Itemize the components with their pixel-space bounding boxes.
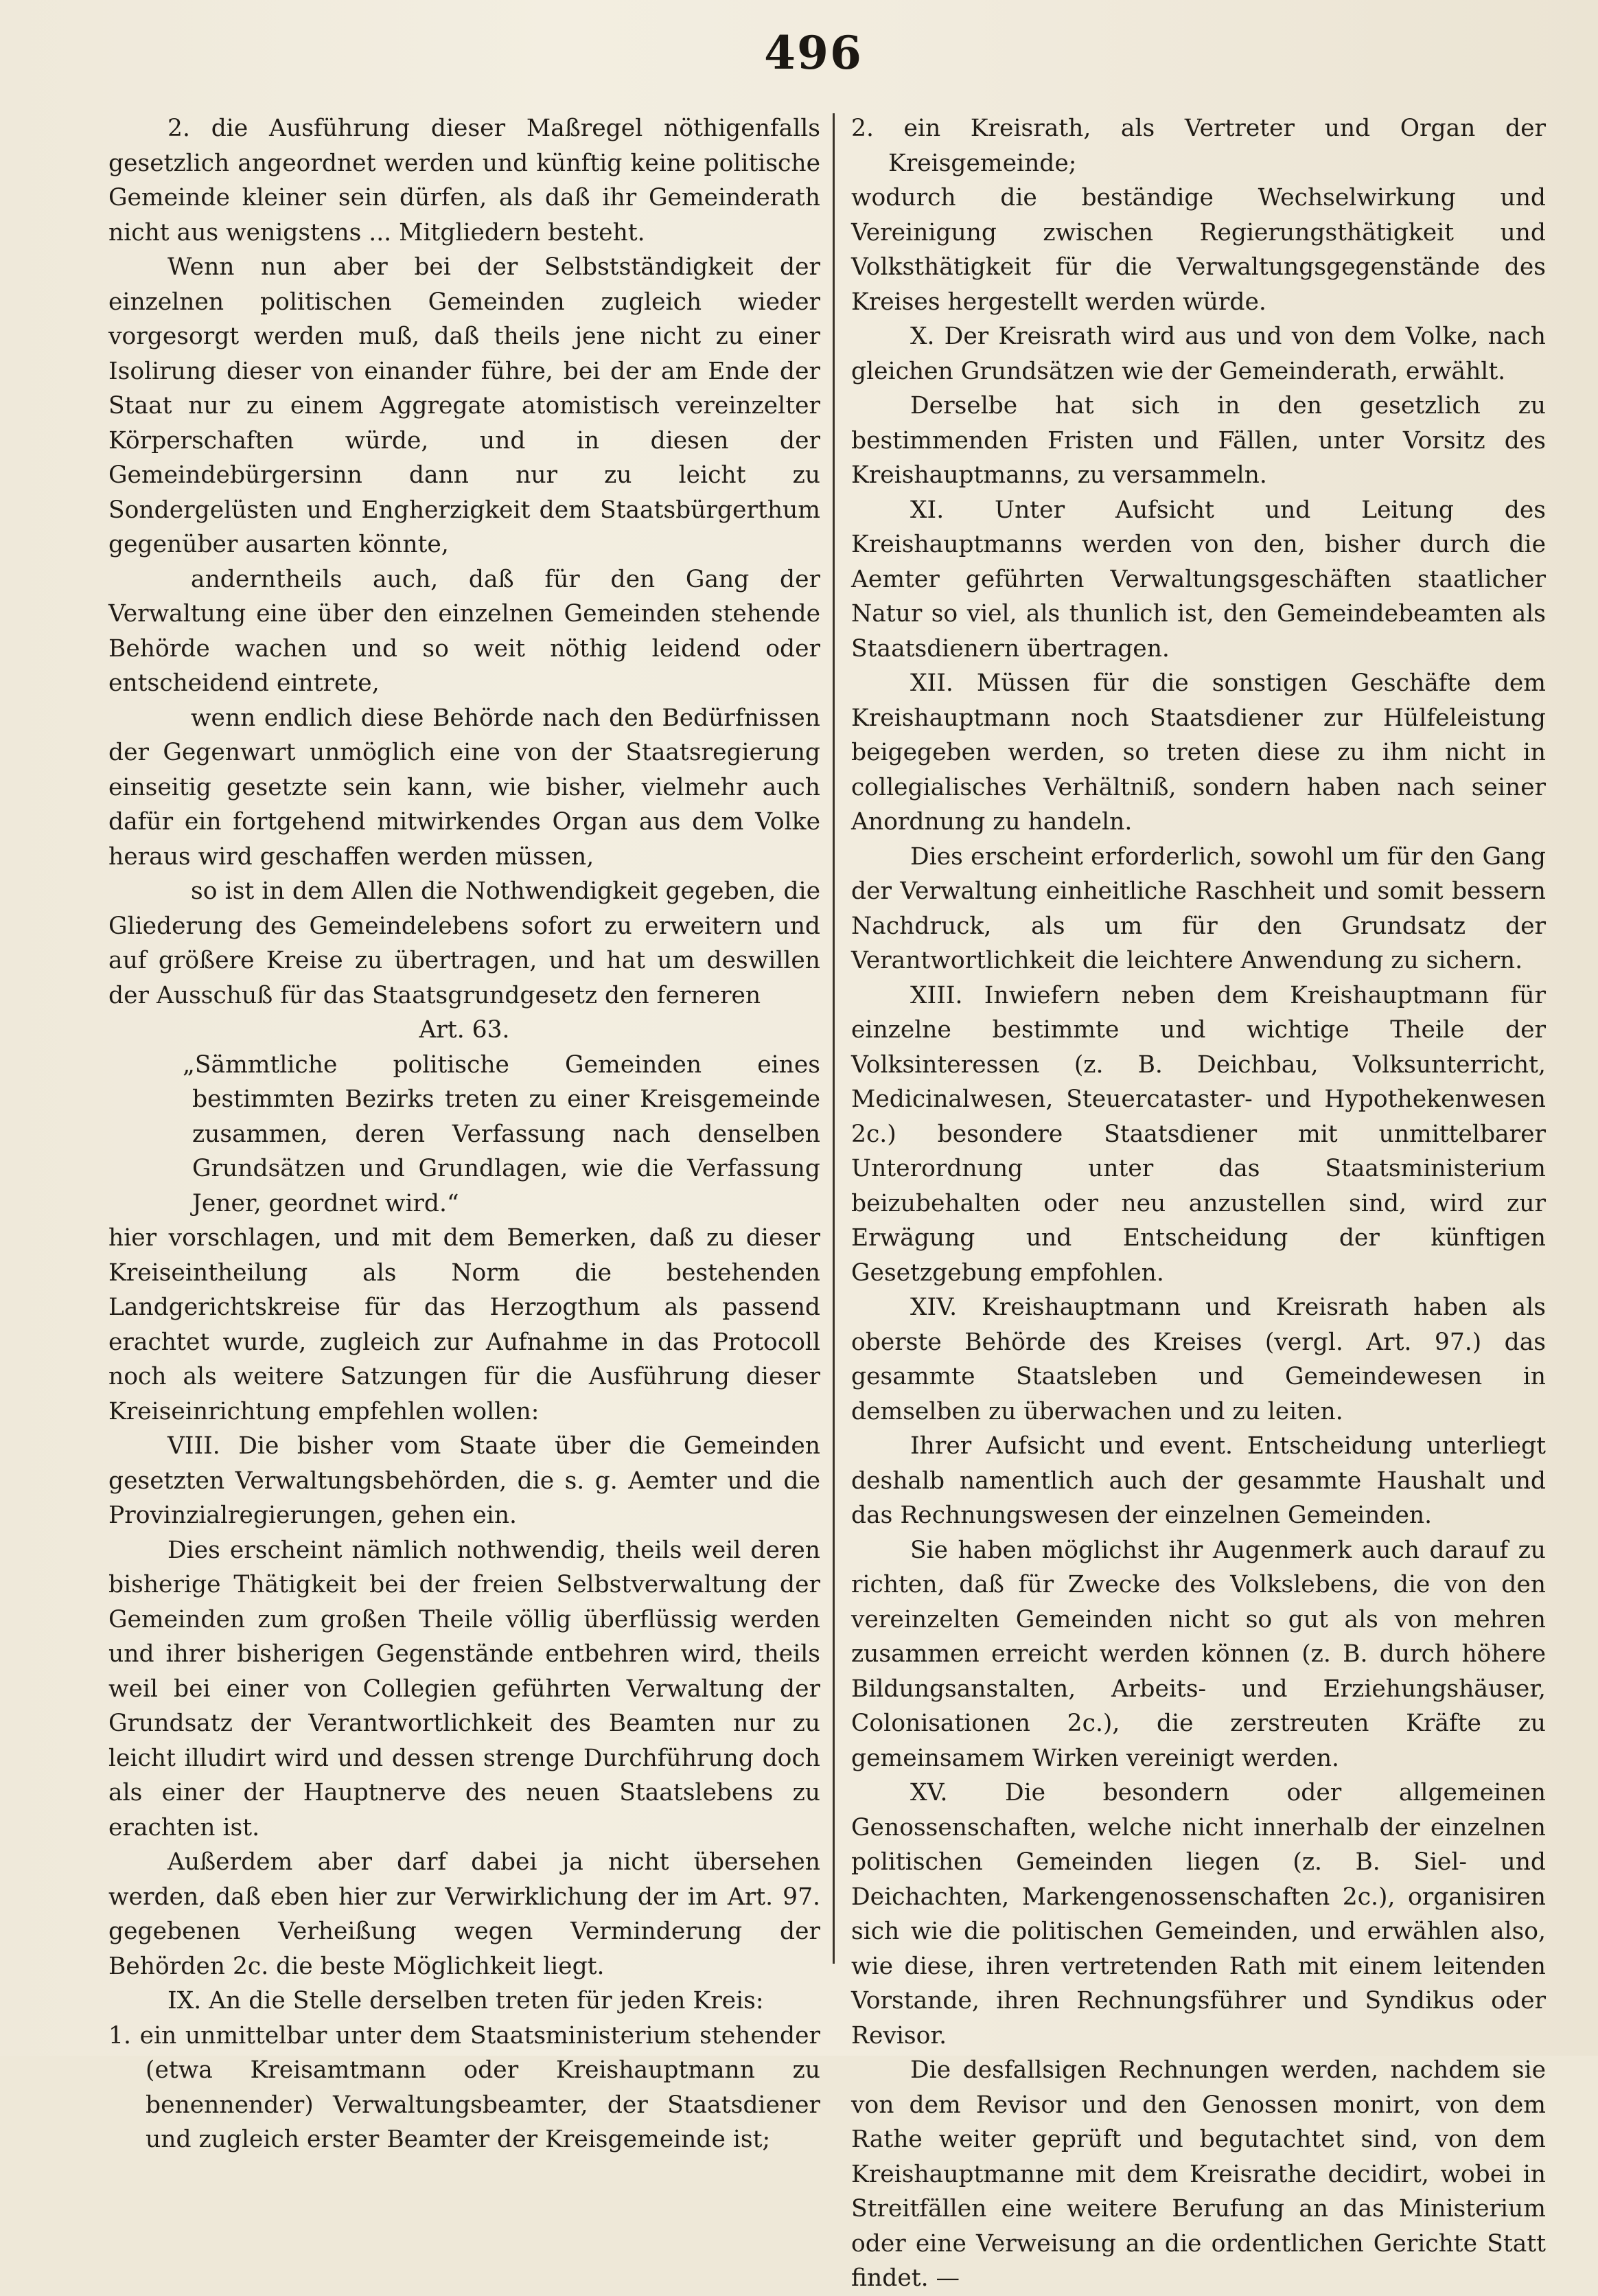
paragraph: X. Der Kreisrath wird aus und von dem Volke, nach gleichen Grundsätzen wie der Gemeinderath, erwählt.	[851, 323, 1546, 385]
page-number: 496	[764, 26, 863, 80]
paragraph: wenn endlich diese Behörde nach den Bedürfnissen der Gegenwart unmöglich eine von der Staatsregierung einseitig gesetzte sein kann, wie bisher, vielmehr auch dafür ein fortgehend mitwirkendes Organ aus dem Volke heraus wird geschaffen werden müssen,	[108, 704, 820, 871]
paragraph: Die desfallsigen Rechnungen werden, nachdem sie von dem Revisor und den Genossen monirt, von dem Rathe weiter geprüft und begutachtet sind, von dem Kreishauptmanne mit dem Kreisrathe decidirt, wobei in Streitfällen eine weitere Berufung an das Ministerium oder eine Verweisung an die ordentlichen Gerichte Statt findet. —	[851, 2056, 1546, 2292]
paragraph: so ist in dem Allen die Nothwendigkeit gegeben, die Gliederung des Gemeindelebens sofort zu erweitern und auf größere Kreise zu übertragen, und hat um deswillen der Ausschuß für das Staatsgrundgesetz den ferneren	[108, 877, 820, 1009]
paragraph: Außerdem aber darf dabei ja nicht übersehen werden, daß eben hier zur Verwirklichung der im Art. 97. gegebenen Verheißung wegen Verminderung der Behörden 2c. die beste Möglichkeit liegt.	[108, 1848, 820, 1980]
article-quote: „Sämmtliche politische Gemeinden eines bestimmten Bezirks treten zu einer Kreisgemeinde zusammen, deren Verfassung nach denselben Grundsätzen und Grundlagen, wie die Verfassung Jener, geordnet wird.“	[183, 1051, 820, 1217]
paragraph: Wenn nun aber bei der Selbstständigkeit der einzelnen politischen Gemeinden zugleich wieder vorgesorgt werden muß, daß theils jene nicht zu einer Isolirung dieser von einander führe, bei der am Ende der Staat nur zu einem Aggregate atomistisch vereinzelter Körperschaften würde, und in diesen der Gemeindebürgersinn dann nur zu leicht zu Sondergelüsten und Engherzigkeit dem Staatsbürgerthum gegenüber ausarten könnte,	[108, 253, 820, 558]
list-item: 2. ein Kreisrath, als Vertreter und Organ der Kreisgemeinde;	[851, 115, 1546, 177]
paragraph: XI. Unter Aufsicht und Leitung des Kreishauptmanns werden von den, bisher durch die Aemter geführten Verwaltungsgeschäften staatlicher Natur so viel, als thunlich ist, den Gemeindebeamten als Staatsdienern übertragen.	[851, 496, 1546, 663]
list-item: 1. ein unmittelbar unter dem Staatsministerium stehender (etwa Kreisamtmann oder Kreishauptmann zu benennender) Verwaltungsbeamter, der Staatsdiener und zugleich erster Beamter der Kreisgemeinde ist;	[108, 2021, 820, 2153]
paragraph: XV. Die besondern oder allgemeinen Genossenschaften, welche nicht innerhalb der einzelnen politischen Gemeinden liegen (z. B. Siel- und Deichachten, Markengenossenschaften 2c.), organisiren sich wie die politischen Gemeinden, und erwählen also, wie diese, ihren vertretenden Rath mit einem leitenden Vorstande, ihren Rechnungsführer und Syndikus oder Revisor.	[851, 1779, 1546, 2050]
paragraph: XII. Müssen für die sonstigen Geschäfte dem Kreishauptmann noch Staatsdiener zur Hülfeleistung beigegeben werden, so treten diese zu ihm nicht in collegialisches Verhältniß, sondern haben nach seiner Anordnung zu handeln.	[851, 669, 1546, 836]
paragraph: Sie haben möglichst ihr Augenmerk auch darauf zu richten, daß für Zwecke des Volkslebens, die von den vereinzelten Gemeinden nicht so gut als von mehren zusammen erreicht werden können (z. B. durch höhere Bildungsanstalten, Arbeits- und Erziehungshäuser, Colonisationen 2c.), die zerstreuten Kräfte zu gemeinsamem Wirken vereinigt werden.	[851, 1536, 1546, 1772]
paragraph: Derselbe hat sich in den gesetzlich zu bestimmenden Fristen und Fällen, unter Vorsitz des Kreishauptmanns, zu versammeln.	[851, 392, 1546, 489]
right-column	[851, 111, 1546, 2296]
paragraph: VIII. Die bisher vom Staate über die Gemeinden gesetzten Verwaltungsbehörden, die s. g. Aemter und die Provinzialregierungen, gehen ein.	[108, 1432, 820, 1529]
paragraph: Dies erscheint nämlich nothwendig, theils weil deren bisherige Thätigkeit bei der freien Selbstverwaltung der Gemeinden zum großen Theile völlig überflüssig werden und ihrer bisherigen Gegenstände entbehren wird, theils weil bei einer von Collegien geführten Verwaltung der Grundsatz der Verantwortlichkeit des Beamten nur zu leicht illudirt wird und dessen strenge Durchführung doch als einer der Hauptnerve des neuen Staatslebens zu erachten ist.	[108, 1536, 820, 1841]
paragraph: Dies erscheint erforderlich, sowohl um für den Gang der Verwaltung einheitliche Raschheit und somit bessern Nachdruck, als um für den Grundsatz der Verantwortlichkeit die leichtere Anwendung zu sichern.	[851, 842, 1546, 974]
paragraph: Ihrer Aufsicht und event. Entscheidung unterliegt deshalb namentlich auch der gesammte Haushalt und das Rechnungswesen der einzelnen Gemeinden.	[851, 1432, 1546, 1529]
paragraph: XIII. Inwiefern neben dem Kreishauptmann für einzelne bestimmte und wichtige Theile der Volksinteressen (z. B. Deichbau, Volksunterricht, Medicinalwesen, Steuercataster- und Hypothekenwesen 2c.) besondere Staatsdiener mit unmittelbarer Unterordnung unter das Staatsministerium beizubehalten oder neu anzustellen sind, wird zur Erwägung und Entscheidung der künftigen Gesetzgebung empfohlen.	[851, 981, 1546, 1287]
paragraph: IX. An die Stelle derselben treten für jeden Kreis:	[167, 1987, 764, 2014]
paragraph: hier vorschlagen, und mit dem Bemerken, daß zu dieser Kreiseintheilung als Norm die bestehenden Landgerichtskreise für das Herzogthum als passend erachtet wurde, zugleich zur Aufnahme in das Protocoll noch als weitere Satzungen für die Ausführung dieser Kreiseinrichtung empfehlen wollen:	[108, 1224, 820, 1425]
left-column	[108, 111, 820, 2157]
paragraph: 2. die Ausführung dieser Maßregel nöthigenfalls gesetzlich angeordnet werden und künftig keine politische Gemeinde kleiner sein dürfen, als daß ihr Gemeinderath nicht aus wenigstens ... Mitgliedern besteht.	[108, 115, 820, 246]
paragraph: wodurch die beständige Wechselwirkung und Vereinigung zwischen Regierungsthätigkeit und Volksthätigkeit für die Verwaltungsgegenstände des Kreises hergestellt werden würde.	[851, 184, 1546, 316]
article-heading: Art. 63.	[419, 1016, 510, 1044]
paragraph: anderntheils auch, daß für den Gang der Verwaltung eine über den einzelnen Gemeinden stehende Behörde wachen und so weit nöthig leidend oder entscheidend eintrete,	[108, 565, 820, 697]
column-divider	[833, 113, 835, 1964]
paragraph: XIV. Kreishauptmann und Kreisrath haben als oberste Behörde des Kreises (vergl. Art. 97.) das gesammte Staatsleben und Gemeindewesen in demselben zu überwachen und zu leiten.	[851, 1294, 1546, 1425]
